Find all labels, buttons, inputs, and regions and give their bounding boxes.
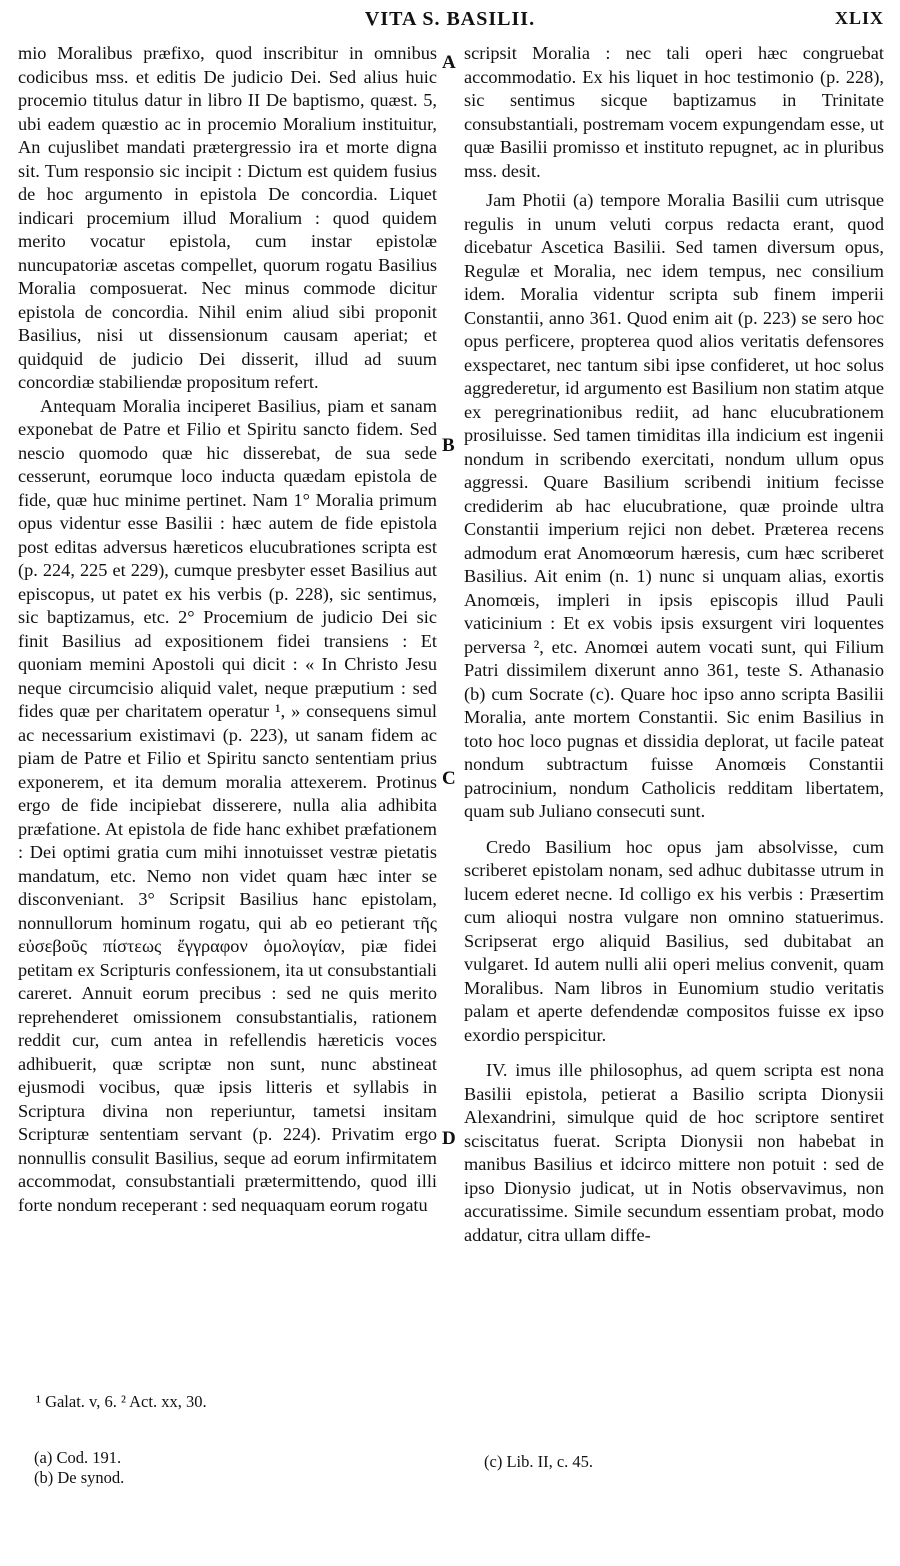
margin-marker-a: A bbox=[442, 52, 456, 73]
page-number: XLIX bbox=[834, 8, 884, 28]
margin-marker-c: C bbox=[442, 768, 456, 789]
margin-marker-d: D bbox=[442, 1128, 456, 1149]
left-column bbox=[18, 42, 437, 1217]
footnote-a: (a) Cod. 191. bbox=[34, 1448, 122, 1467]
running-header bbox=[0, 8, 900, 36]
numbered-footnotes: ¹ Galat. v, 6. ² Act. xx, 30. bbox=[36, 1392, 207, 1411]
right-paragraph-1: scripsit Moralia : nec tali operi hæc congruebat accommodatio. Ex his liquet in hoc testimonio (p. 228), sic sentimus sicque baptizamus in Trinitate consubstantiali, postremam vocem expungendam esse, ut quæ Basilii promisso et instituto repugnet, ac in pluribus mss. desit. bbox=[464, 43, 884, 181]
margin-marker-b: B bbox=[442, 435, 455, 456]
footnote-c: (c) Lib. II, c. 45. bbox=[484, 1452, 594, 1471]
right-paragraph-4: IV. imus ille philosophus, ad quem scripta est nona Basilii epistola, petierat a Basilio scripta Dionysii Alexandrini, simulque quid de hoc scriptore sentiret sciscitatus fuerat. Scripta Dionysii non habebat in manibus Basilius et idcirco mittere non potuit : sed de ipso Dionysio judicat, ut in Notis observavimus, non accuratissime. Simile secundum essentiam probat, modo addatur, citra ullam diffe- bbox=[464, 1060, 884, 1245]
right-paragraph-3: Credo Basilium hoc opus jam absolvisse, cum scriberet epistolam nonam, sed adhuc dubitasse utrum in lucem ederet necne. Id colligo ex his verbis : Præsertim cum alioqui nostra vulgare non omnino statuerimus. Scripserat ergo aliquid Basilius, sed dubitabat an vulgaret. Id autem nulli alii operi melius convenit, quam Moralibus. Nam libros in Eunomium studio veritatis palam et aperte defendendæ compositos fuisse ex ipso exordio perspicitur. bbox=[464, 836, 884, 1045]
left-paragraph-2: Antequam Moralia inciperet Basilius, piam et sanam exponebat de Patre et Filio et Spiritu sancto fidem. Sed nescio quomodo quæ hic disserebat, de sua sede cesserunt, eorumque loco inducta quædam epistola de fide, quæ huc minime pertinet. Nam 1° Moralia primum opus videntur esse Basilii : hæc autem de fide epistola post editas adversus hæreticos elucubrationes scripta est (p. 224, 225 et 229), cumque presbyter esset Basilius aut episcopus, ut patet ex his verbis (p. 228), sic sentimus, sic baptizamus, etc. 2° Procemium de judicio Dei sic finit Basilius ad expositionem fidei transiens : Et quoniam memini Apostoli qui dicit : « In Christo Jesu neque circumcisio aliquid valet, neque præputium : sed fides quæ per charitatem operatur ¹, » consequens simul ac necessarium existimavi (p. 223), ut sanam fidem ac piam de Patre et Filio et Spiritu sancto sententiam prius exponerem, et ita demum moralia attexerem. Protinus ergo de fide incipiebat disserere, nulla alia adhibita præfatione. At epistola de fide hanc exhibet præfationem : Dei optimi gratia cum mihi innotuisset vestræ pietatis mandatum, etc. Nemo non videt quam hæc inter se disconveniant. 3° Scripsit Basilius hanc epistolam, nonnullorum hominum rogatu, qui ab eo petierant τῆς εὐσεβοῦς πίστεως ἔγγραφον ὁμολογίαν, piæ fidei petitam ex Scripturis confessionem, ita ut consubstantiali careret. Annuit eorum precibus : sed ne quis merito reprehenderet omissionem consubstantialis, rationem reddit cur, cum antea in refellendis hæreticis voces adhibuerit, quæ scriptæ non sunt, nunc abstineat ejusmodi vocibus, quæ ipsis litteris et syllabis in Scriptura divina non reperiuntur, tametsi insitam Scripturæ sententiam servant (p. 224). Privatim ergo nonnullis consulit Basilius, seque ad eorum infirmitatem accommodat, consubstantiali prætermittendo, quod illi forte nondum receperant : sed nequaquam eorum rogatu bbox=[18, 395, 437, 1215]
right-paragraph-2: Jam Photii (a) tempore Moralia Basilii cum utrisque regulis in unum veluti corpus redacta erant, quod dicebatur Ascetica Basilii. Sed tamen diversum opus, Regulæ et Moralia, nec idem tempus, nec consilium idem. Moralia videntur scripta sub finem imperii Constantii, anno 361. Quod enim ait (p. 223) se sero hoc opus perficere, propterea quod alios veritatis defensores exspectaret, nec tantum sibi ipse confideret, ut hoc solus aggrederetur, id argumento est Basilium non statim atque ex peregrinationibus rediit, ad hanc elucubrationem prosiluisse. Sed tamen timiditas illa indicium est ingenii nondum in scribendo exercitati, nondum ullum opus aggressi. Quare Basilium scribendi initium fecisse crediderim ab hac elucubratione, quæ proinde ultra Constantii imperium rejici non debet. Præterea recens admodum erat Anomœorum hæresis, cum hæc scriberet Basilius. Ait enim (n. 1) nunc si unquam alias, exortis Anomœis, impleri in ipsis episcopis illud Pauli vaticinium : Et ex vobis ipsis exsurgent viri loquentes perversa ², etc. Anomœi autem vocati sunt, qui Filium Patri dissimilem dixerunt anno 361, teste S. Athanasio (b) cum Socrate (c). Quare hoc ipso anno scripta Basilii Moralia, ante mortem Constantii. Sic enim Basilius in toto hoc loco pugnas et dissidia deplorat, ut facile pateat nondum subtractum fuisse Anomœis Constantii patrocinium, nondum Catholicis redditam libertatem, quam sub Juliano consecuti sunt. bbox=[464, 190, 884, 821]
running-title: VITA S. BASILII. bbox=[364, 8, 536, 30]
left-paragraph-1: mio Moralibus præfixo, quod inscribitur in omnibus codicibus mss. et editis De judicio Dei. Sed alius huic procemio titulus datur in libro II De baptismo, quæst. 5, ubi eadem quæstio ac in procemio Moralium instituitur, An cujuslibet mandati prætergressio ira et morte digna sit. Tum responsio sic incipit : Dictum est quidem fusius de hoc argumento in epistola De concordia. Liquet indicari procemium illud Moralium : quod quidem merito vocatur epistola, cum instar epistolæ nuncupatoriæ ascetas compellet, quorum rogatu Basilius Moralia composuerat. Nec minus commode dicitur epistola de concordia. Nihil enim aliud sibi proponit Basilius, nisi ut dissensionum causam aperiat; et quidquid de judicio Dei disserit, illud ad suum concordiæ stabiliendæ propositum refert. bbox=[18, 43, 437, 392]
right-column bbox=[464, 42, 884, 1247]
footnote-b: (b) De synod. bbox=[34, 1468, 125, 1487]
